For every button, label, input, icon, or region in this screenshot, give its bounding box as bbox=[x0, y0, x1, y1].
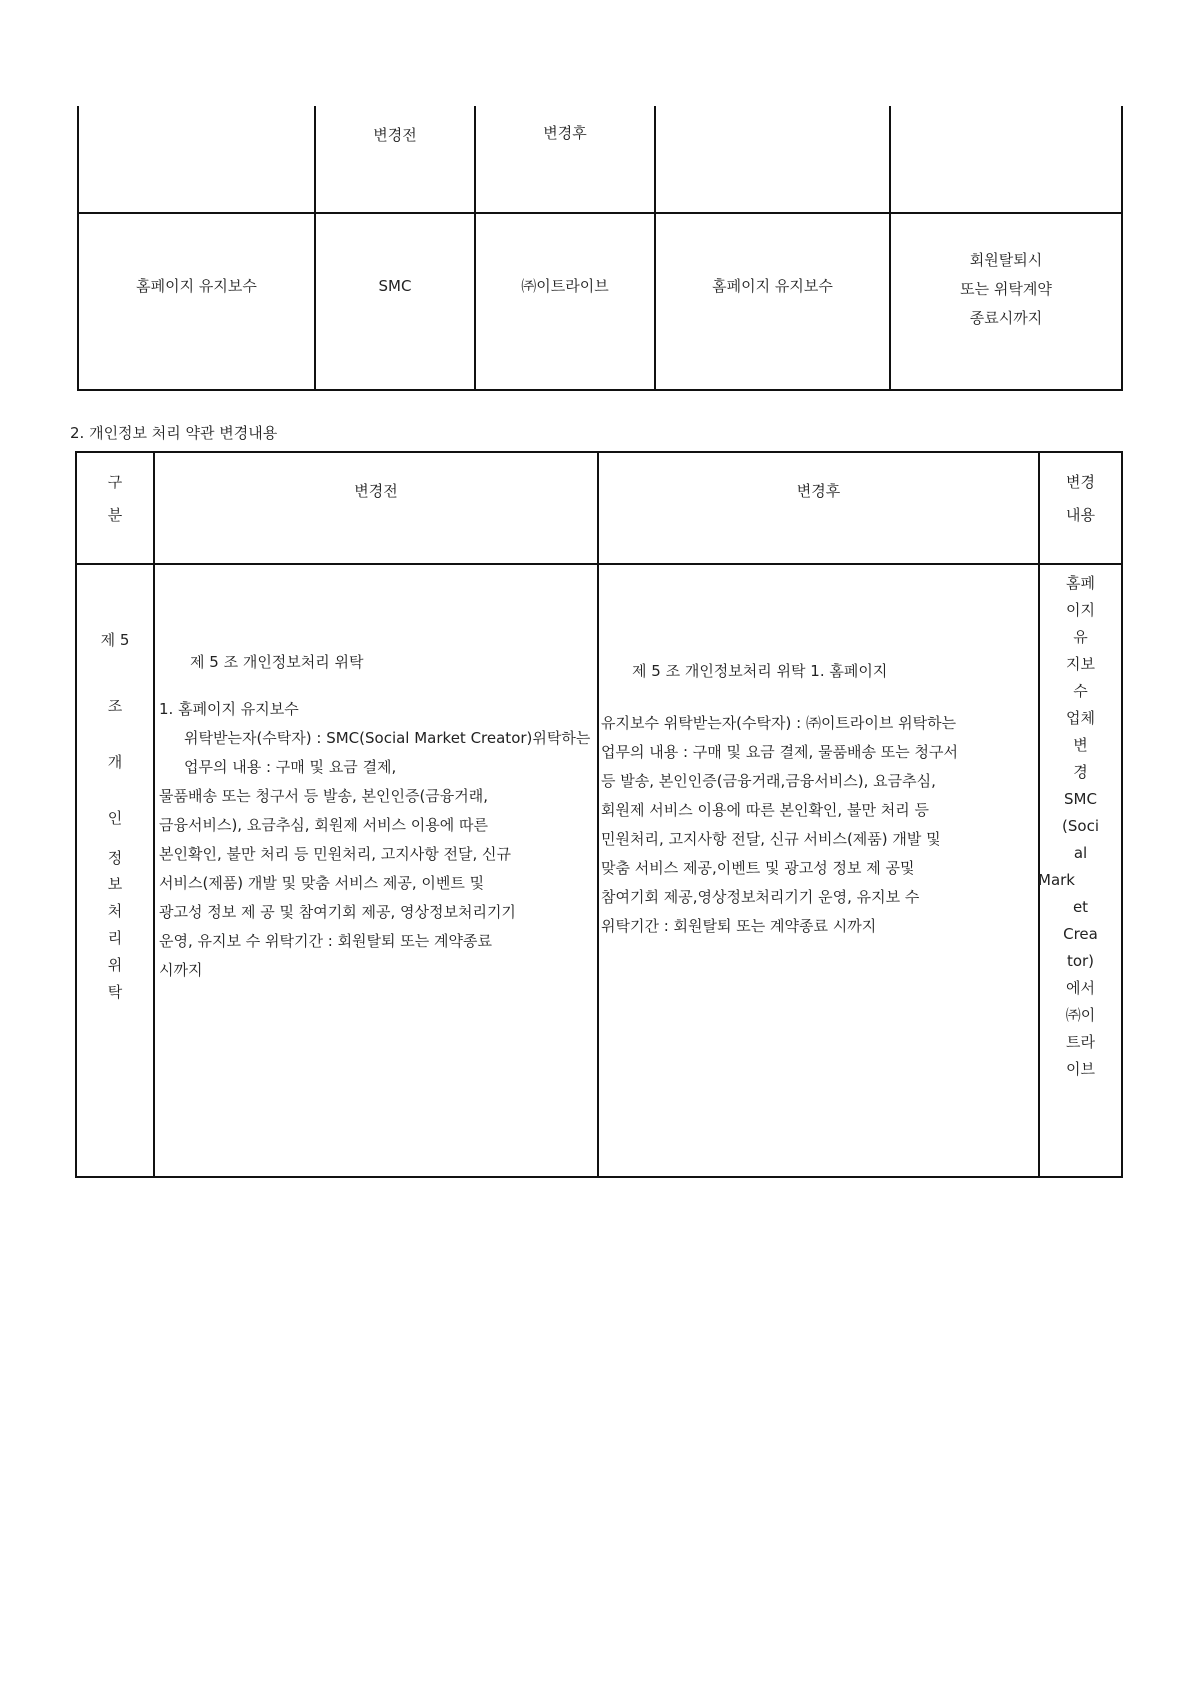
before-line: 1. 홈페이지 유지보수 bbox=[159, 700, 299, 718]
main-table-border-top bbox=[75, 451, 1123, 453]
before-line: 금융서비스), 요금추심, 회원제 서비스 이용에 따른 bbox=[159, 816, 489, 834]
row-category-char: 위 bbox=[107, 956, 123, 974]
change-line: 에서 bbox=[1066, 979, 1095, 997]
before-line: 운영, 유지보 수 위탁기간 : 회원탈퇴 또는 계약종료 bbox=[159, 932, 493, 950]
row-category-char: 개 bbox=[107, 753, 123, 771]
header-change-line: 변경 bbox=[1066, 473, 1095, 491]
after-line: 참여기회 제공,영상정보처리기기 운영, 유지보 수 bbox=[601, 888, 920, 906]
after-line: 맞춤 서비스 제공,이벤트 및 광고성 정보 제 공및 bbox=[601, 859, 915, 877]
change-line: 경 bbox=[1073, 763, 1088, 781]
change-line: 수 bbox=[1073, 682, 1088, 700]
section-2-title: 2. 개인정보 처리 약관 변경내용 bbox=[70, 424, 278, 442]
row-category-char: 조 bbox=[107, 697, 123, 715]
before-line: 업무의 내용 : 구매 및 요금 결제, bbox=[184, 758, 397, 776]
header-change bbox=[1040, 466, 1121, 532]
before-body bbox=[159, 695, 594, 985]
row-category-char: 보 bbox=[107, 875, 123, 893]
header-category-line: 분 bbox=[107, 506, 123, 524]
change-line: 이지 bbox=[1066, 601, 1095, 619]
row-category-char: 탁 bbox=[107, 983, 123, 1001]
change-line: SMC bbox=[1064, 790, 1097, 808]
after-line: 업무의 내용 : 구매 및 요금 결제, 물품배송 또는 청구서 bbox=[601, 743, 959, 761]
change-line: Mark bbox=[1038, 871, 1075, 889]
change-line: 지보 bbox=[1066, 655, 1095, 673]
change-line: Crea bbox=[1063, 925, 1098, 943]
header-category bbox=[77, 466, 153, 532]
change-line: 트라 bbox=[1066, 1033, 1095, 1051]
top-table-divider-2 bbox=[474, 106, 476, 391]
row-category-article: 제 5 bbox=[100, 631, 130, 649]
top-row-period-line: 종료시까지 bbox=[969, 309, 1043, 327]
row-category-char: 인 bbox=[107, 809, 123, 827]
before-line: 광고성 정보 제 공 및 참여기회 제공, 영상정보처리기기 bbox=[159, 903, 516, 921]
top-header-after: 변경후 bbox=[543, 124, 587, 142]
before-line: 시까지 bbox=[159, 961, 203, 979]
top-row-period-line: 회원탈퇴시 bbox=[969, 251, 1043, 269]
top-table-row-divider bbox=[77, 212, 1123, 214]
change-line: 변 bbox=[1073, 736, 1088, 754]
top-row-period-line: 또는 위탁계약 bbox=[960, 280, 1052, 298]
change-line: 유 bbox=[1073, 628, 1088, 646]
top-table-divider-1 bbox=[314, 106, 316, 391]
main-table-divider-1 bbox=[153, 451, 155, 1178]
change-line: al bbox=[1073, 844, 1088, 862]
top-table-border-right bbox=[1121, 106, 1123, 391]
after-line: 회원제 서비스 이용에 따른 본인확인, 불만 처리 등 bbox=[601, 801, 929, 819]
top-table-divider-3 bbox=[654, 106, 656, 391]
after-line: 민원처리, 고지사항 전달, 신규 서비스(제품) 개발 및 bbox=[601, 830, 941, 848]
row-category-char: 리 bbox=[107, 929, 123, 947]
after-line: 등 발송, 본인인증(금융거래,금융서비스), 요금추심, bbox=[601, 772, 936, 790]
main-table-border-bottom bbox=[75, 1176, 1123, 1178]
before-heading: 제 5 조 개인정보처리 위탁 bbox=[190, 653, 364, 671]
main-table-divider-2 bbox=[597, 451, 599, 1178]
top-row-before-company: SMC bbox=[378, 277, 412, 295]
change-line: 홈페 bbox=[1066, 574, 1095, 592]
before-line: 위탁받는자(수탁자) : SMC(Social Market Creator)위탁하는 bbox=[184, 729, 591, 747]
row-category-char: 정 bbox=[107, 849, 123, 867]
change-content bbox=[1040, 570, 1121, 1083]
main-table-border-right bbox=[1121, 451, 1123, 1178]
before-line: 서비스(제품) 개발 및 맞춤 서비스 제공, 이벤트 및 bbox=[159, 874, 485, 892]
after-line: 위탁기간 : 회원탈퇴 또는 계약종료 시까지 bbox=[601, 917, 877, 935]
top-row-task: 홈페이지 유지보수 bbox=[136, 277, 257, 295]
top-table-border-bottom bbox=[77, 389, 1123, 391]
after-heading: 제 5 조 개인정보처리 위탁 1. 홈페이지 bbox=[632, 662, 888, 680]
main-table-header-divider bbox=[75, 563, 1123, 565]
top-table-border-left bbox=[77, 106, 79, 391]
before-line: 본인확인, 불만 처리 등 민원처리, 고지사항 전달, 신규 bbox=[159, 845, 511, 863]
top-header-before: 변경전 bbox=[373, 126, 417, 144]
change-line: (Soci bbox=[1062, 817, 1099, 835]
change-line: 업체 bbox=[1066, 709, 1095, 727]
after-line: 유지보수 위탁받는자(수탁자) : ㈜이트라이브 위탁하는 bbox=[601, 714, 957, 732]
top-row-period bbox=[891, 246, 1121, 333]
after-body bbox=[601, 709, 1036, 941]
top-row-after-company: ㈜이트라이브 bbox=[521, 277, 609, 295]
change-line: 이브 bbox=[1066, 1060, 1095, 1078]
top-row-task-after: 홈페이지 유지보수 bbox=[712, 277, 833, 295]
row-category-char: 처 bbox=[107, 902, 123, 920]
header-before: 변경전 bbox=[354, 482, 398, 500]
header-change-line: 내용 bbox=[1066, 506, 1095, 524]
before-line: 물품배송 또는 청구서 등 발송, 본인인증(금융거래, bbox=[159, 787, 489, 805]
change-line: tor) bbox=[1066, 952, 1095, 970]
change-line: ㈜이 bbox=[1065, 1006, 1096, 1024]
header-after: 변경후 bbox=[796, 482, 841, 500]
change-line: et bbox=[1072, 898, 1089, 916]
header-category-line: 구 bbox=[107, 473, 123, 491]
